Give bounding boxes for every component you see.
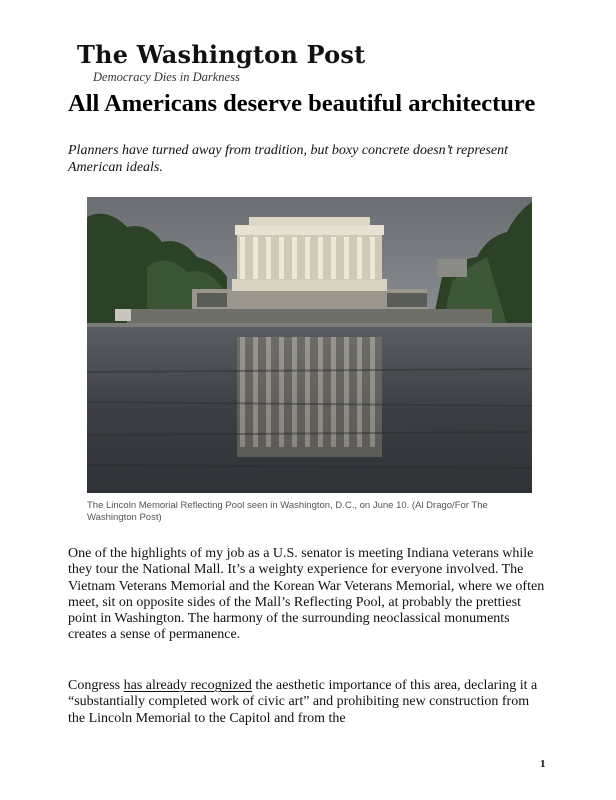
article-headline: All Americans deserve beautiful architecture [68,90,536,117]
masthead-tagline: Democracy Dies in Darkness [93,70,240,84]
paragraph-2-text-start: Congress [68,678,124,693]
has-already-recognized-link[interactable]: has already recognized [123,678,252,693]
article-subhead: Planners have turned away from tradition, but boxy concrete doesn’t represent American ideals. [68,143,509,175]
page-number: 1 [540,758,546,770]
article-paragraph-1: One of the highlights of my job as a U.S. senator is meeting Indiana veterans while they tour the National Mall. It’s a weighty experience for everyone involved. The Vietnam Veterans Memorial and the Korean War Veterans Memorial, where we often meet, sit on opposite sides of the Mall’s Reflecting Pool, at probably the prettiest point in Washington. The harmony of the surrounding neoclassical monuments creates a sense of permanence. [68,546,545,643]
lincoln-memorial-photo [87,197,532,493]
paragraph-2-text-end: the aesthetic importance of this area, declaring it a “substantially completed work of civic art” and prohibiting new construction from the Lincoln Memorial to the Capitol and from the [68,678,538,726]
photo-caption: The Lincoln Memorial Reflecting Pool seen in Washington, D.C., on June 10. (Al Drago/For The Washington Post) [87,500,488,523]
article-paragraph-2 [68,678,548,727]
masthead-logo: The Washington Post [77,40,366,69]
